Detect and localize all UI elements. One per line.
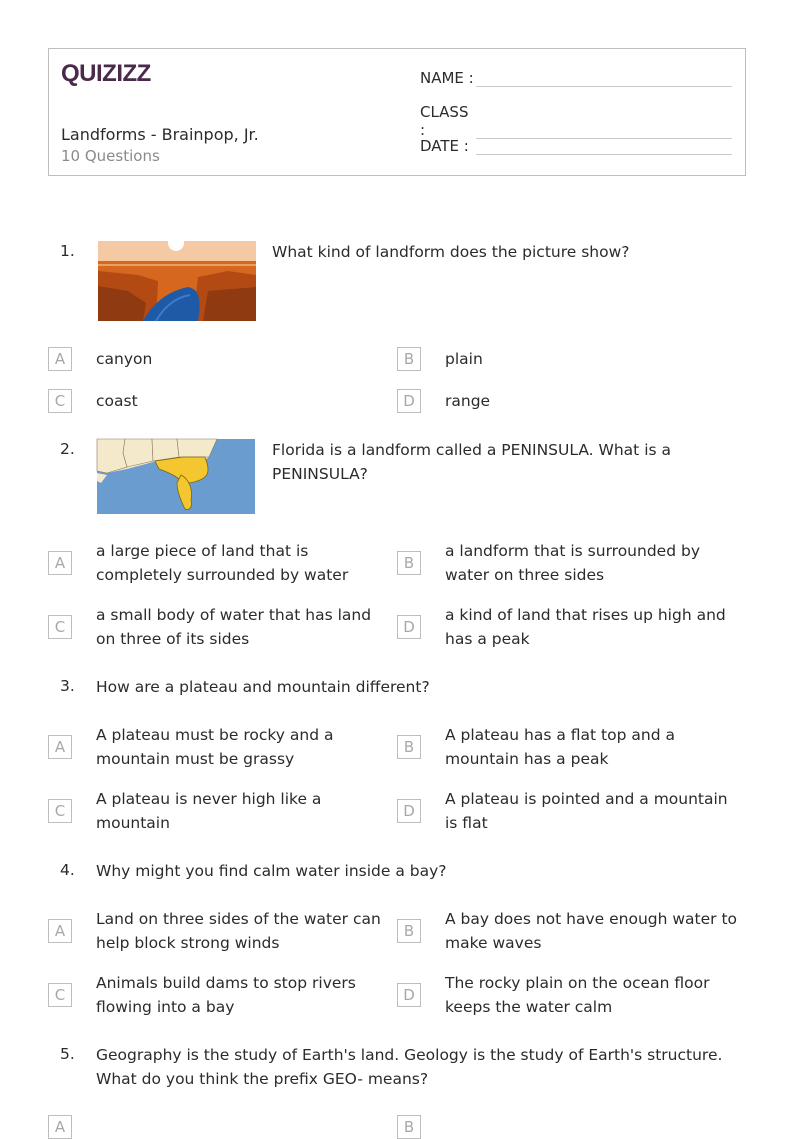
option-text: The rocky plain on the ocean floor keeps the water calm <box>445 974 710 1016</box>
option-text: A plateau is pointed and a mountain is flat <box>445 790 728 832</box>
option-letter: D <box>397 389 421 413</box>
class-label: CLASS : <box>420 103 469 139</box>
option-letter: D <box>397 615 421 639</box>
option-letter: A <box>48 1115 72 1139</box>
option-letter: D <box>397 799 421 823</box>
option-c[interactable] <box>48 787 400 835</box>
option-b[interactable] <box>397 1115 743 1139</box>
question-count: 10 Questions <box>61 147 160 165</box>
name-field[interactable] <box>420 69 732 87</box>
option-text: A bay does not have enough water to make waves <box>445 910 738 952</box>
question-text: Geography is the study of Earth's land. Geology is the study of Earth's structure. What do you think the prefix GEO- means? <box>96 1046 723 1088</box>
option-b[interactable] <box>397 539 743 587</box>
question-text: What kind of landform does the picture show? <box>272 243 630 261</box>
option-d[interactable] <box>397 389 737 413</box>
option-letter: C <box>48 799 72 823</box>
option-d[interactable] <box>397 603 743 651</box>
option-text: a small body of water that has land on three of its sides <box>96 606 372 648</box>
question-number: 5. <box>60 1045 75 1063</box>
question-number: 4. <box>60 861 75 879</box>
name-label: NAME : <box>420 69 474 87</box>
option-c[interactable] <box>48 971 384 1019</box>
option-c[interactable] <box>48 389 378 413</box>
svg-text:QUIZIZZ: QUIZIZZ <box>61 60 151 87</box>
option-b[interactable] <box>397 907 743 955</box>
date-line[interactable] <box>476 137 732 155</box>
option-a[interactable] <box>48 723 400 771</box>
option-text: A plateau has a flat top and a mountain has a peak <box>445 726 675 768</box>
question-number: 2. <box>60 440 75 458</box>
option-text: canyon <box>96 350 153 368</box>
florida-map <box>97 439 255 514</box>
option-text: Animals build dams to stop rivers flowing into a bay <box>96 974 356 1016</box>
class-field[interactable] <box>420 103 732 139</box>
option-b[interactable] <box>397 723 743 771</box>
question-text: How are a plateau and mountain different? <box>96 678 430 696</box>
option-letter: B <box>397 347 421 371</box>
option-b[interactable] <box>397 347 737 371</box>
date-label: DATE : <box>420 137 469 155</box>
option-a[interactable] <box>48 907 384 955</box>
option-text: a kind of land that rises up high and has a peak <box>445 606 726 648</box>
option-letter: B <box>397 1115 421 1139</box>
option-text: plain <box>445 350 483 368</box>
option-letter: A <box>48 551 72 575</box>
option-text: Land on three sides of the water can help block strong winds <box>96 910 381 952</box>
option-text: coast <box>96 392 138 410</box>
option-text: range <box>445 392 491 410</box>
option-text: A plateau must be rocky and a mountain must be grassy <box>96 726 334 768</box>
quizizz-logo <box>61 59 153 87</box>
option-d[interactable] <box>397 971 743 1019</box>
question-number: 1. <box>60 242 75 260</box>
option-a[interactable] <box>48 1115 384 1139</box>
canyon-picture <box>98 241 256 321</box>
option-text: A plateau is never high like a mountain <box>96 790 322 832</box>
question-text: Florida is a landform called a PENINSULA. What is a PENINSULA? <box>272 441 671 483</box>
question-number: 3. <box>60 677 75 695</box>
option-letter: C <box>48 389 72 413</box>
option-a[interactable] <box>48 347 378 371</box>
name-line[interactable] <box>476 69 732 87</box>
option-letter: D <box>397 983 421 1007</box>
option-text: a large piece of land that is completely surrounded by water <box>96 542 349 584</box>
option-letter: B <box>397 735 421 759</box>
option-letter: C <box>48 983 72 1007</box>
option-c[interactable] <box>48 603 384 651</box>
date-field[interactable] <box>420 137 732 155</box>
option-letter: B <box>397 551 421 575</box>
option-text: a landform that is surrounded by water on three sides <box>445 542 700 584</box>
option-d[interactable] <box>397 787 743 835</box>
option-letter: A <box>48 735 72 759</box>
option-letter: C <box>48 615 72 639</box>
option-a[interactable] <box>48 539 384 587</box>
question-text: Why might you find calm water inside a bay? <box>96 862 447 880</box>
option-letter: B <box>397 919 421 943</box>
worksheet-header <box>48 48 746 176</box>
option-letter: A <box>48 347 72 371</box>
option-letter: A <box>48 919 72 943</box>
quiz-title: Landforms - Brainpop, Jr. <box>61 125 259 144</box>
